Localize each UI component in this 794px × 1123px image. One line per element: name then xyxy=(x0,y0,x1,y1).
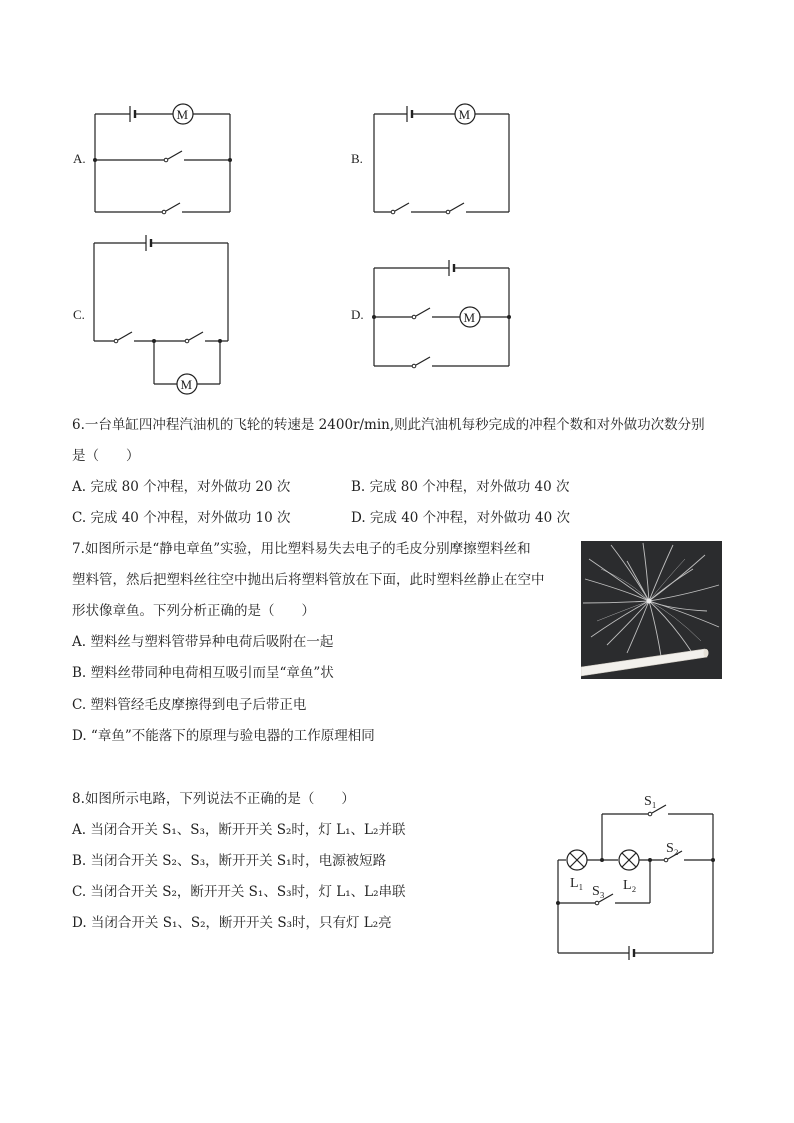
question-6-option-d: D. 完成 40 个冲程，对外做功 40 次 xyxy=(351,510,570,526)
lamp-l2-label: L₂ xyxy=(623,878,637,893)
question-8-stem: 8.如图所示电路，下列说法不正确的是（ ） xyxy=(72,791,355,807)
question-7-option-d: D. “章鱼”不能落下的原理与验电器的工作原理相同 xyxy=(72,728,375,744)
question-7-stem-line3: 形状像章鱼。下列分析正确的是（ ） xyxy=(72,603,315,619)
option-b-label: B. xyxy=(351,151,363,166)
static-octopus-photo xyxy=(581,541,722,679)
circuit-diagram-a xyxy=(90,100,240,218)
circuit-diagram-d xyxy=(370,258,515,373)
motor-label: M xyxy=(458,107,471,122)
question-8-option-c: C. 当闭合开关 S₂，断开开关 S₁、S₃时，灯 L₁、L₂串联 xyxy=(72,884,406,900)
question-8-option-b: B. 当闭合开关 S₂、S₃，断开开关 S₁时，电源被短路 xyxy=(72,853,387,869)
switch-s1-label: S₁ xyxy=(644,794,657,809)
option-d-label: D. xyxy=(351,307,364,322)
plastic-strands-image xyxy=(581,541,722,679)
question-6-option-c: C. 完成 40 个冲程，对外做功 10 次 xyxy=(72,510,291,526)
plastic-tube-image xyxy=(581,649,709,676)
circuit-diagram-q8 xyxy=(550,785,725,960)
switch-contact-icon xyxy=(164,158,168,162)
circuit-diagram-c xyxy=(90,235,235,390)
switch-s3-label: S₃ xyxy=(592,884,605,899)
switch-s3-icon xyxy=(595,901,599,905)
option-a-label: A. xyxy=(73,151,86,166)
question-6-option-a: A. 完成 80 个冲程，对外做功 20 次 xyxy=(72,479,291,495)
option-c-label: C. xyxy=(73,307,85,322)
lamp-l1-label: L₁ xyxy=(570,876,584,891)
switch-s1-icon xyxy=(648,812,652,816)
circuit-diagram-b xyxy=(370,100,515,218)
switch-s2-icon xyxy=(664,858,668,862)
question-6-option-b: B. 完成 80 个冲程，对外做功 40 次 xyxy=(351,479,570,495)
motor-label: M xyxy=(463,310,476,325)
motor-label: M xyxy=(176,107,189,122)
switch-s2-label: S₂ xyxy=(666,841,679,856)
question-7-stem-line1: 7.如图所示是“静电章鱼”实验，用比塑料易失去电子的毛皮分别摩擦塑料丝和 xyxy=(72,541,531,557)
question-7-option-a: A. 塑料丝与塑料管带异种电荷后吸附在一起 xyxy=(72,634,334,650)
question-8-option-d: D. 当闭合开关 S₁、S₂，断开开关 S₃时，只有灯 L₂亮 xyxy=(72,915,392,931)
question-8-option-a: A. 当闭合开关 S₁、S₃，断开开关 S₂时，灯 L₁、L₂并联 xyxy=(72,822,406,838)
motor-label: M xyxy=(180,377,193,392)
question-7-option-c: C. 塑料管经毛皮摩擦得到电子后带正电 xyxy=(72,697,307,713)
question-6-stem-line2: 是（ ） xyxy=(72,448,140,464)
question-7-option-b: B. 塑料丝带同种电荷相互吸引而呈“章鱼”状 xyxy=(72,665,334,681)
question-6-stem-line1: 6.一台单缸四冲程汽油机的飞轮的转速是 2400r/min,则此汽油机每秒完成的冲程个数和对外做功次数分别 xyxy=(72,417,705,433)
question-7-stem-line2: 塑料管，然后把塑料丝往空中抛出后将塑料管放在下面，此时塑料丝静止在空中 xyxy=(72,572,545,588)
